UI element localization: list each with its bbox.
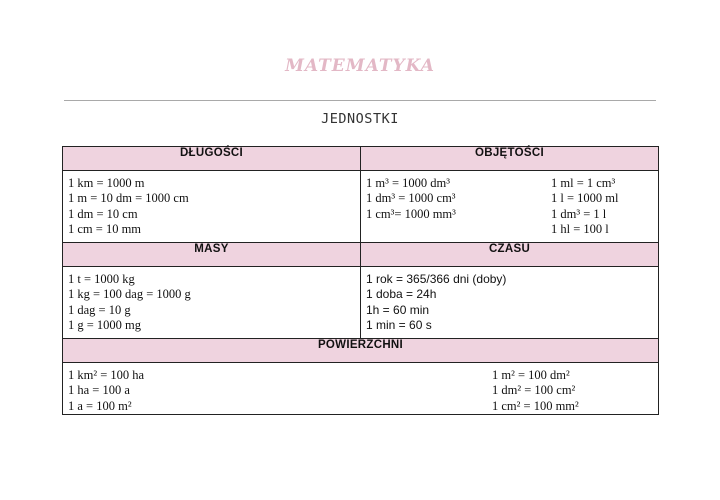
powierzchni-left-column bbox=[68, 368, 492, 414]
page-title: MATEMATYKA bbox=[285, 56, 435, 76]
units-table bbox=[62, 146, 659, 415]
masy-cell bbox=[63, 267, 361, 339]
powierzchni-cell bbox=[63, 363, 659, 415]
list-item: 1 m² = 100 dm² bbox=[492, 368, 570, 382]
objetosci-left-column bbox=[366, 176, 551, 238]
list-item: 1 km = 1000 m bbox=[68, 176, 145, 190]
list-item: 1 km² = 100 ha bbox=[68, 368, 145, 382]
list-item: 1 doba = 24h bbox=[366, 287, 437, 302]
list-item: 1 l = 1000 ml bbox=[551, 191, 619, 206]
list-item: 1 dm³ = 1 l bbox=[551, 206, 607, 221]
list-item: 1 ml = 1 cm³ bbox=[551, 176, 616, 190]
list-item: 1 kg = 100 dag = 1000 g bbox=[68, 287, 191, 302]
list-item: 1 t = 1000 kg bbox=[68, 272, 135, 286]
list-item: 1 cm³= 1000 mm³ bbox=[366, 206, 456, 221]
objetosci-cell bbox=[361, 171, 659, 243]
list-item: 1 ha = 100 a bbox=[68, 383, 130, 398]
dlugosci-cell bbox=[63, 171, 361, 243]
list-item: 1 rok = 365/366 dni (doby) bbox=[366, 272, 507, 286]
powierzchni-list bbox=[63, 363, 658, 414]
powierzchni-heading: POWIERZCHNI bbox=[63, 339, 659, 363]
list-item: 1 a = 100 m² bbox=[68, 398, 132, 413]
powierzchni-right-column bbox=[492, 368, 658, 414]
list-item: 1 g = 1000 mg bbox=[68, 318, 142, 333]
czasu-cell bbox=[361, 267, 659, 339]
list-item: 1 hl = 100 l bbox=[551, 222, 609, 237]
list-item: 1 m³ = 1000 dm³ bbox=[366, 176, 450, 190]
objetosci-heading: OBJĘTOŚCI bbox=[361, 147, 659, 171]
list-item: 1h = 60 min bbox=[366, 302, 430, 317]
list-item: 1 dm² = 100 cm² bbox=[492, 383, 576, 398]
list-item: 1 m = 10 dm = 1000 cm bbox=[68, 191, 189, 206]
objetosci-right-column bbox=[551, 176, 658, 238]
list-item: 1 min = 60 s bbox=[366, 318, 432, 333]
masy-list bbox=[63, 267, 360, 334]
czasu-heading: CZASU bbox=[361, 243, 659, 267]
list-item: 1 dag = 10 g bbox=[68, 302, 131, 317]
list-item: 1 dm = 10 cm bbox=[68, 206, 138, 221]
czasu-list bbox=[361, 267, 658, 334]
list-item: 1 cm² = 100 mm² bbox=[492, 398, 579, 413]
masy-heading: MASY bbox=[63, 243, 361, 267]
list-item: 1 cm = 10 mm bbox=[68, 222, 142, 237]
objetosci-list bbox=[361, 171, 658, 238]
page-subtitle: JEDNOSTKI bbox=[321, 111, 399, 127]
title-divider bbox=[64, 100, 656, 101]
dlugosci-heading: DŁUGOŚCI bbox=[63, 147, 361, 171]
list-item: 1 dm³ = 1000 cm³ bbox=[366, 191, 456, 206]
dlugosci-list bbox=[63, 171, 360, 238]
